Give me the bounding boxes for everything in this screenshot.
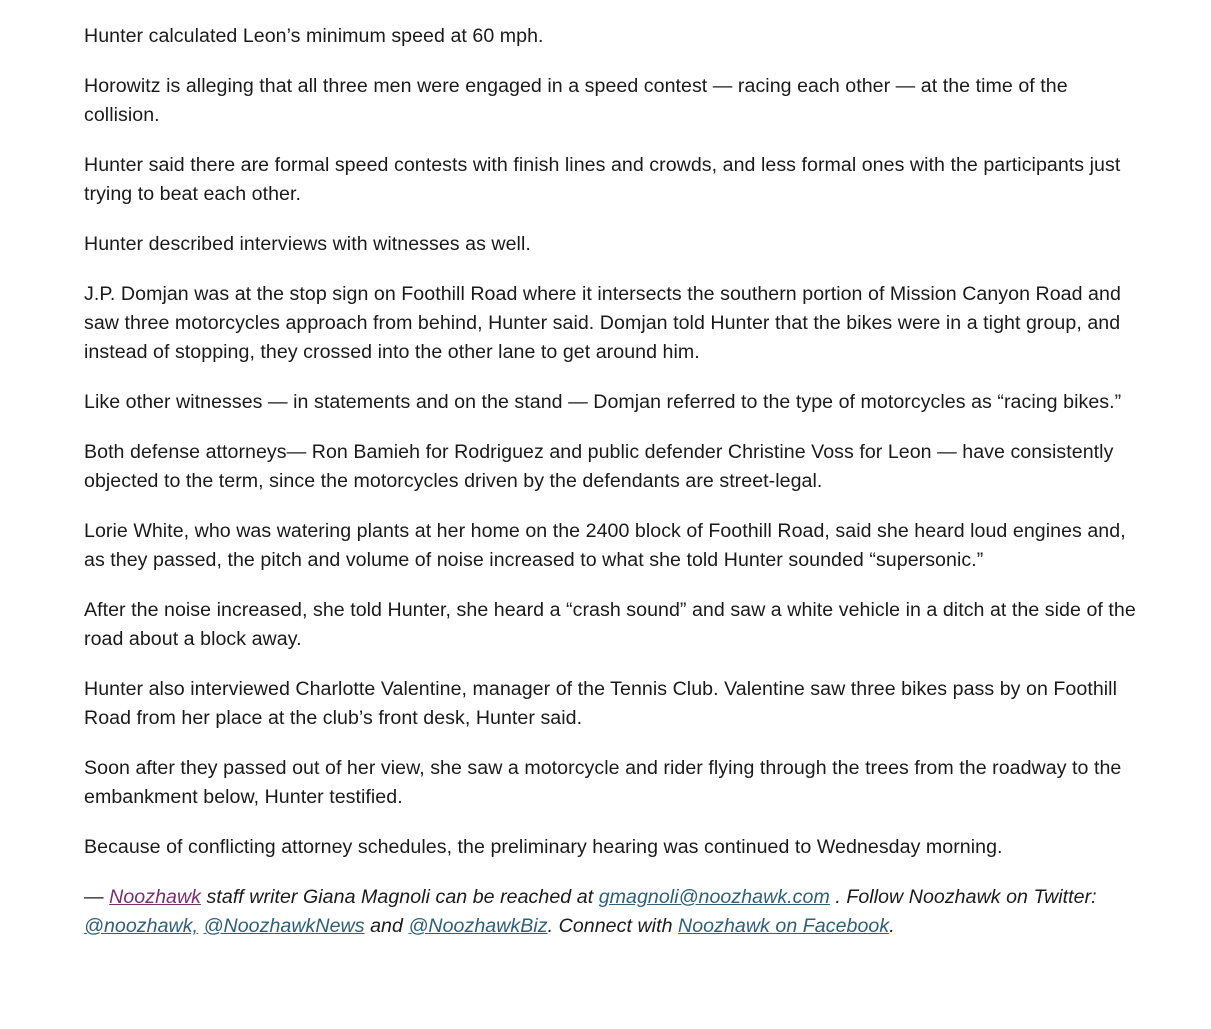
footer-text-2: . Follow Noozhawk on Twitter:: [829, 886, 1097, 908]
paragraph-5: J.P. Domjan was at the stop sign on Foothill Road where it intersects the southern portion of Mission Canyon Road and saw three motorcycles approach from behind, Hunter said. Domjan told Hunter that the bikes were in a tight group, and instead of stopping, they crossed into the other lane to get around him.: [84, 283, 1121, 363]
paragraph-7: Both defense attorneys— Ron Bamieh for Rodriguez and public defender Christine Voss for Leon — have consistently objected to the term, since the motorcycles driven by the defendants are street-legal.: [84, 441, 1114, 492]
paragraph-8: Lorie White, who was watering plants at her home on the 2400 block of Foothill Road, said she heard loud engines and, as they passed, the pitch and volume of noise increased to what she told Hunter sounded “supersonic.”: [84, 520, 1126, 571]
footer-text-1: staff writer Giana Magnoli can be reached at: [201, 886, 599, 908]
facebook-link[interactable]: Noozhawk on Facebook: [678, 915, 890, 937]
noozhawk-link[interactable]: Noozhawk: [109, 886, 202, 908]
paragraph-12: Because of conflicting attorney schedules, the preliminary hearing was continued to Wednesday morning.: [84, 836, 1003, 858]
twitter-noozhawknews-link[interactable]: @NoozhawkNews: [203, 915, 365, 937]
footer-dash: —: [84, 886, 110, 908]
paragraph-6: Like other witnesses — in statements and on the stand — Domjan referred to the type of motorcycles as “racing bikes.”: [84, 391, 1122, 413]
paragraph-10: Hunter also interviewed Charlotte Valentine, manager of the Tennis Club. Valentine saw three bikes pass by on Foothill Road from her place at the club’s front desk, Hunter said.: [84, 678, 1117, 729]
paragraph-9: After the noise increased, she told Hunter, she heard a “crash sound” and saw a white vehicle in a ditch at the side of the road about a block away.: [84, 599, 1136, 650]
paragraph-4: Hunter described interviews with witnesses as well.: [84, 233, 531, 255]
paragraph-2: Horowitz is alleging that all three men were engaged in a speed contest — racing each other — at the time of the collision.: [84, 75, 1068, 126]
footer-text-4: and: [364, 915, 409, 937]
twitter-noozhawkbiz-link[interactable]: @NoozhawkBiz: [408, 915, 548, 937]
footer-text-6: .: [889, 915, 895, 937]
paragraph-3: Hunter said there are formal speed contests with finish lines and crowds, and less formal ones with the participants just trying to beat each other.: [84, 154, 1121, 205]
email-link[interactable]: gmagnoli@noozhawk.com: [598, 886, 830, 908]
twitter-noozhawk-link[interactable]: @noozhawk,: [84, 915, 199, 937]
article-body: [84, 22, 1144, 962]
author-footer: [84, 883, 1144, 941]
paragraph-1: Hunter calculated Leon’s minimum speed at 60 mph.: [84, 25, 544, 47]
footer-text-5: . Connect with: [547, 915, 679, 937]
paragraph-11: Soon after they passed out of her view, she saw a motorcycle and rider flying through the trees from the roadway to the embankment below, Hunter testified.: [84, 757, 1122, 808]
